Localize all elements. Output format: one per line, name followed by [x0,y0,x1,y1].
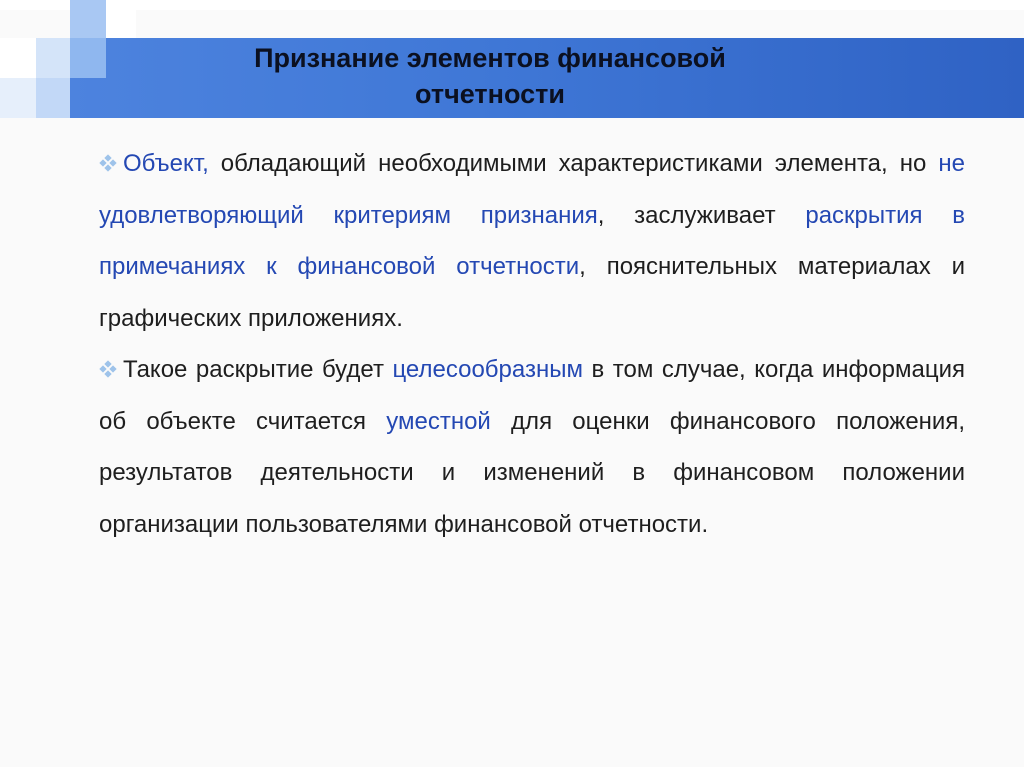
body-text: в том случае, когда информация об объекте считается [99,356,965,435]
page-title: Признание элементов финансовой отчетности [254,43,726,109]
decor-square [0,78,36,118]
highlighted-text: Объект, [123,150,209,177]
decor-square [36,38,70,78]
highlighted-text: уместной [386,407,491,435]
body-text: для оценки финансового положения, результатов деятельности и изменений в финансовом положении организации пользователями финансовой отчетности. [99,407,965,538]
slide-content [99,138,965,550]
diamond-cluster-bullet-icon [99,138,123,190]
diamond-cluster-bullet-icon [99,344,123,396]
highlighted-text: не удовлетворяющий критериям признания [99,150,965,229]
highlighted-text: целесообразным [392,356,583,383]
highlighted-text: раскрытия в примечаниях к финансовой отчетности [99,201,965,280]
top-strip-decoration [0,0,1024,10]
body-text: Такое раскрытие будет [123,356,393,383]
decor-square [70,38,106,78]
body-text: , пояснительных материалах и графических приложениях. [99,253,965,332]
bullet-paragraph [99,138,965,344]
decor-square [106,0,136,38]
bullet-paragraph [99,344,965,550]
body-text: обладающий необходимыми характеристиками элемента, но [208,150,939,177]
decor-square [70,0,106,38]
body-text: , заслуживает [597,201,806,229]
decor-square [36,78,70,118]
